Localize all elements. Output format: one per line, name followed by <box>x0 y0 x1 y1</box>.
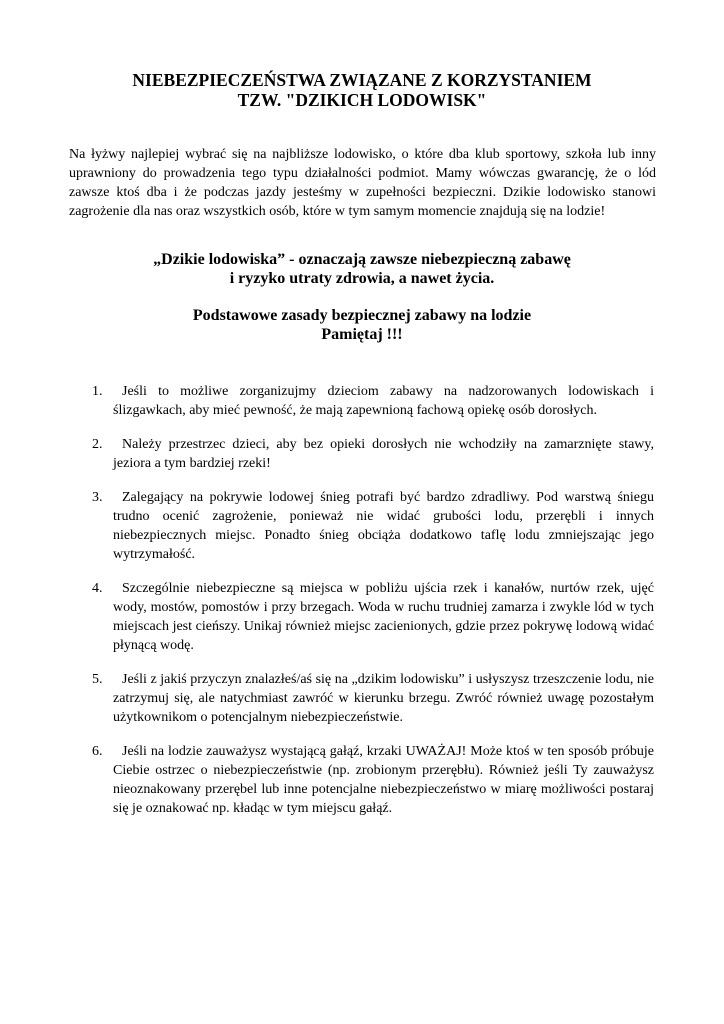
document-title <box>0 70 724 110</box>
list-item <box>0 670 724 727</box>
warning-line-2: i ryzyko utraty zdrowia, a nawet życia. <box>229 270 495 287</box>
list-item <box>0 488 724 564</box>
title-line-2: TZW. "DZIKICH LODOWISK" <box>237 90 487 110</box>
list-item <box>0 435 724 473</box>
rules-heading: Podstawowe zasady bezpiecznej zabawy na lodzie <box>192 307 532 324</box>
list-item-body <box>113 579 654 655</box>
intro-paragraph: Na łyżwy najlepiej wybrać się na najbliższe lodowisko, o które dba klub sportowy, szkoła lub inny uprawniony do prowadzenia tego typu działalności podmiot. Mamy wówczas gwarancję, że o lód zawsze ktoś dba i że podczas jazdy jesteśmy w zupełności bezpieczni. Dzikie lodowisko stanowi zagrożenie dla nas oraz wszystkich osób, które w tym samym momencie znajdują się na lodzie! <box>69 147 656 219</box>
remember-heading: Pamiętaj !!! <box>321 326 403 343</box>
list-item-text: Szczególnie niebezpieczne są miejsca w pobliżu ujścia rzek i kanałów, nurtów rzek, ujęć wody, mostów, pomostów i przy brzegach. Woda w ruchu trudniej zamarza i zwykle lód w tych miejscach jest cieńszy. Unikaj również miejsc zacienionych, gdzie przez pokrywę lodową widać płynącą wodę. <box>113 581 654 653</box>
list-item-body <box>113 435 654 473</box>
list-item <box>0 579 724 655</box>
title-line-1: NIEBEZPIECZEŃSTWA ZWIĄZANE Z KORZYSTANIEM <box>132 70 592 90</box>
list-item <box>0 382 724 420</box>
rules-heading-block <box>0 306 724 344</box>
list-item <box>0 742 724 818</box>
list-item-body <box>113 488 654 564</box>
list-item-number: 2. <box>92 437 103 452</box>
list-item-number: 3. <box>92 490 103 505</box>
list-item-text: Należy przestrzec dzieci, aby bez opieki dorosłych nie wchodziły na zamarznięte stawy, jeziora a tym bardziej rzeki! <box>113 437 654 471</box>
list-item-number: 4. <box>92 581 103 596</box>
list-item-number: 6. <box>92 744 103 759</box>
list-item-text: Jeśli na lodzie zauważysz wystającą gałąź, krzaki UWAŻAJ! Może ktoś w ten sposób próbuje Ciebie ostrzec o niebezpieczeństwie (np. zrobionym przerębłu). Również jeśli Ty zauważysz nieoznakowany przerębel lub inne potencjalne niebezpieczeństwo w miarę możliwości postaraj się je oznakować np. kładąc w tym miejscu gałąź. <box>113 744 654 816</box>
warning-line-1: „Dzikie lodowiska” - oznaczają zawsze niebezpieczną zabawę <box>153 251 571 268</box>
list-item-number: 1. <box>92 384 103 399</box>
list-item-text: Jeśli to możliwe zorganizujmy dzieciom zabawy na nadzorowanych lodowiskach i ślizgawkach, aby mieć pewność, że mają zapewnioną fachową opiekę osób dorosłych. <box>113 384 654 418</box>
list-item-number: 5. <box>92 672 103 687</box>
list-item-body <box>113 742 654 818</box>
warning-heading <box>0 250 724 288</box>
list-item-body <box>113 382 654 420</box>
list-item-text: Zalegający na pokrywie lodowej śnieg potrafi być bardzo zdradliwy. Pod warstwą śniegu trudno ocenić zagrożenie, ponieważ nie widać grubości lodu, przerębli i innych niebezpiecznych miejsc. Ponadto śnieg obciąża dodatkowo taflę lodu zmniejszając jego wytrzymałość. <box>113 490 654 562</box>
rules-list <box>0 382 724 833</box>
list-item-body <box>113 670 654 727</box>
list-item-text: Jeśli z jakiś przyczyn znalazłeś/aś się na „dzikim lodowisku” i usłyszysz trzeszczenie lodu, nie zatrzymuj się, ale natychmiast zawróć w kierunku brzegu. Zwróć również uwagę pozostałym użytkownikom o potencjalnym niebezpieczeństwie. <box>113 672 654 725</box>
